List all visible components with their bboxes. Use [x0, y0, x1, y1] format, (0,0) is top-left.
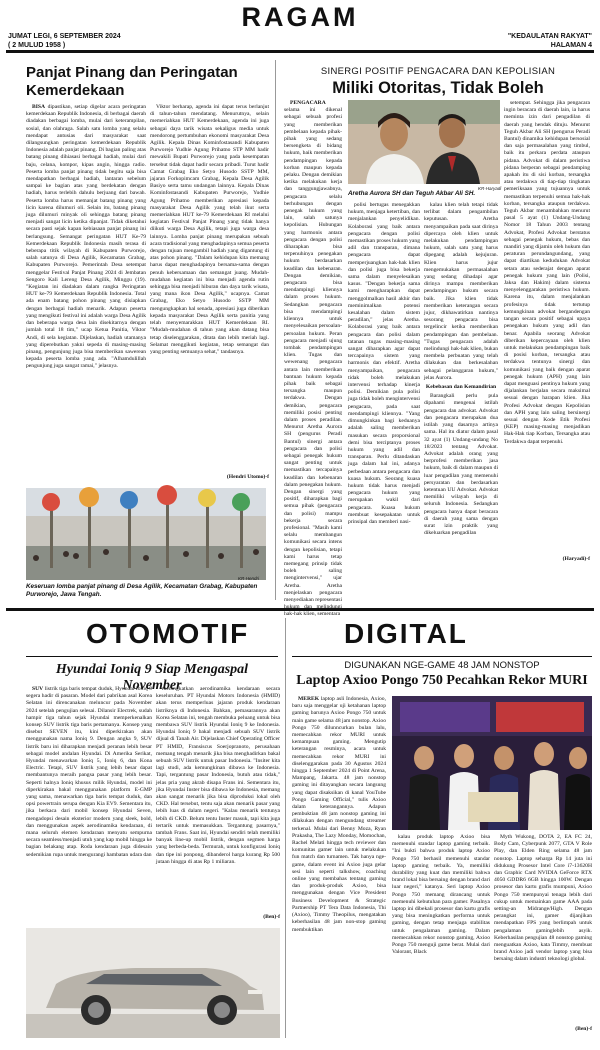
panjat-pinang-photo — [26, 488, 266, 580]
story2-lead: PENGACARA — [290, 100, 326, 106]
story2-column-4 — [504, 100, 590, 554]
masthead — [0, 0, 600, 50]
story2-kicker: SINERGI POSITIF PENGACARA DAN KEPOLISIAN — [320, 66, 556, 77]
story1-headline: Panjat Pinang dan Peringatan Kemerdekaan — [26, 64, 238, 99]
otomotif-text-1: listrik tiga baris tempat duduk, Hyundai Ioniq 9 segera hadir di pasaran. Model dari pabrikan asal Korea Selatan ini direncanakan meluncur pada November 2024 setelah pengujian selesai. Dilansir Electrek, sudah hampir tiga tahun sejak Hyundai memperkenalkan konsep SUV listrik tiga baris pertamanya. Konsep yang disebut SEVEN itu, kini diperkirakan akan menggunakan nama Ioniq 9. Dengan angka 9, SUV listrik baru ini diharapkan menjadi peranan lebih besar sebagai model andalan Hyundai. Di Amerika Serikat, Hyundai menawarkan Ioniq 5, Ioniq 6, dan Kona Electric. Tetapi, SUV listrik yang lebih besar dapat membantunya meraih pangsa pasar yang lebih besar. Seperti halnya Ioniq khusus milik Hyundai, model ini diperkirakan bakal menggunakan platform E-GMP yang sama, menawarkan tiga baris tempat duduk, dan opsi powertrain serupa dengan Kia EV9. Sementara itu, jika berkaca dari mobil konsep Hyundai Seven, mengadopsi desain eksterior modern yang sleek, bold, dan menggunakan aspek aerodinamika kendaraan, di mana seluruh elemen kendaraan menyatu sempurna secara seamless/menjadi utuh yang kap mobil hingga ke bagian belakang atap. Roda kendaraan juga didesain sedemikian rupa untuk mengurangi hambatan udara dan — [26, 686, 152, 858]
otomotif-lead: SUV — [32, 686, 44, 692]
otomotif-rule — [26, 656, 278, 657]
digital-text-3: Myth Wukong, DOTA 2, EA FC 24, Body Cam, Cyberpunk 2077, GTA V Role Play, dan Elden Ring selama 48 jam nonstop. Laptop seharga Rp 14 juta ini didukung Prosesor Intel Core i7-13620H dan Graphic Card NVIDIA GeForce RTX 4050 GDDR6 6GB hingga 100W. Dengan prosesor dan kartu grafis mumpuni, Axioo Pongo 750 mempunyai tenaga lebih dari cukup untuk memainkan game AAA pada setting-an Midrange/High. Dengan perangkat ini, gamer dijanjikan mendapatkan FPS yang berlimpah untuk pengalaman gaminglebih asyik. Keberhasilan pengujian 48 nonstop gaming menguatkan Axioo, kata Timmy, membuat brand Axioo jadi vendor laptop yang bisa bersaing dalam industri teknologi global. — [494, 834, 592, 963]
section-title-digital: DIGITAL — [344, 618, 468, 649]
otomotif-headline: Hyundai Ioniq 9 Siap Mengaspal November — [55, 662, 249, 693]
story2-subhead: Kebebasan dan Kemandirian — [425, 384, 497, 391]
digital-text-1: laptop asli Indonesia, Axioo, baru saja menggelar uji ketahanan laptop gaming barunya Axioo Pongo 750 untuk main game selama 48 jam nonstop. Axioo Pongo 750 dilunncurkan bulan lalu, memecahkan rekor MURI untuk kemampuan gaming. Mengutip keterangan resminya, acara untuk memecahkan rekor MURI ini diselenggarakan pada 30 Agustus 2024 hingga 1 September 2024 di Point Arena, Mampang, Jakarta. 48 jam nonstop gaming ini ditayangkan secara langsung yang dapat disaksikan di kanal YouTube Pongo Gaming Official," tulis Axioo dalam keterangannya. Adapun pembuktian 48 jam nonstop gaming ini dilakukan dengan mengundang streamer terkenal. Mulai dari Benny Moza, Ryan Prakasha, The Lazy Monday, Momochan, Rachel Melati hingga tech reviewer dan komunitas gamer lain untuk melakukan fun match dan turnamen. Tak hanya nge-game, dalam event ini Axioo juga gelar sesi lain seperti talkshow, coaching online yang membahas tentang gaming dan produk-produk Axioo, bisa menggunakan dengan Vice President Business Development & Strategic Partnership PT Tera Data Indonesia, Thi (Axioo), Timmy Theopilus, mengatakan keberhasilan 48 jam non-stop gaming membuktikan — [292, 696, 386, 933]
story2-text-3: kalau klien telah tetapi tidak terlibat dalam pengambilan keputusan. Aretha menyampaikan pada saat dirinya dipercaya oleh klien untuk melakukan pendampingan hukum, salah satu yang harus dipegang adalah kejujuran. Klien harus jujur mengemukakan permasalahan yang sedang dihadapi agar dirinya mampu memberikan pendampingan hukum secara baik. Jika klien tidak memberikan keterangan secara jujur, dikhawatirkan nantinya sesorang pengacara bisa tergelincir ketika memberikan pendampingan dan pembelaan. "Tugas pengacara adalah melindungi hak-hak klien, bukan membela perbuatan yang telah dilakukan dan berkesalahan sebagai pelanggaran hukum," jelas Aurora. — [424, 202, 498, 381]
paper-name: "KEDAULATAN RAKYAT" — [507, 33, 592, 40]
story2-text-4: setempat. Sehingga jika pengacara ingin beracara di daerah lain, ia harus meminta izin dari pengadilan di daerah yang hendak dituju. Menurut Teguh Akbar Ali SH (pengurus Peradi Bantul) dinamika kehidupan bersosial dan saja permasalahan yang timbul, baik itu perkara perdata ataupun pidana. Advokat di dalam peristiwa pidana berperan sebagai pendamping apakah itu di sisi korban, tersangka atau terdakwa di tiap-tiap tingkatan pemeriksaan yang tujuannya untuk memastikan terpenuhi semua hak-hak korban, tersangka ataupun terdakwa. Teguh Akbar menambahkan menurut pasal 5 ayat (1) Undang-Undang Nomor 18 Tahun 2003 tentang Advokat, Profesi Advokat berstatus sebagai penegak hukum, bebas dan mandiri yang dijamin oleh hukum dan peraturan perundangundang, yang dapat diartikan kedudukan Advokat setara atau sederajat dengan aparat penegak hukum yang lain (Polisi, Jaksa dan Hakim) dalam sistema menyelenggarakan peristiwa hukum. Karena itu, dalam menjalankan profesinya tidak tertutup kemungkinan advokat bergandengan tangan secara positif sebagai upaya penegakan hukum yang adil dan benar. Apabila seorang Advokat diberikan kepercayaan oleh klien untuk melakukan pendampingan baik di posisi korban, tersangka atau terdakwa tentunya sinergi dan komunikasi yang baik dengan aparat penegak hukum (APH) yang lain dapat menguasi pentinya hukum yang dijalankan berjalan secara maksimal sesuai dengan harapan klien. Jika Profesi Advokat dengan Kepolisian dan APH yang lain saling bersinergi sesuai dengan Kode Etik Profesi (KEP) masing-masing menjadikan Hak-Hak tiap Korban, Tersangka atau Terdakwa dapat terpenuhi. — [504, 100, 590, 445]
story2-text-3b: Barangkali perlu pula dipahami mengenai istilah pengacara dan advokat. Advokat dan pengacara merupakan dua istilah yang dasarnya artinya sama. Hal itu diatur dalam pasal 32 ayat (1) Undang-undang No 18/2023 tentang Advokat. Advokat adalah orang yang berprofesi memberikan jasa hukum, baik di dalam maupun di luar pengadilan yang memenuhi persyaratan dan berdasarkan ketentuan UU Advokat. Advokat memiliki wilayah kerja di seluruh Indonesia. Sedangkan pengacara hanya dapat beracara di daerah yang sama dengan surat izin praktik yang dikeluarkan pengadilan — [424, 393, 498, 537]
story1-column-2 — [150, 104, 269, 474]
hyundai-ioniq9-photo — [26, 928, 280, 1038]
bottom-column-divider — [285, 618, 286, 1038]
digital-column-3 — [494, 834, 592, 1026]
story1-text-1: dipastikan, setiap digelar acara peringatan kemerdekaan Republik Indonesia, di berbagai daerah diadakan berbagai lomba, mulai dari keterampilan, sosial, dan olahraga. Salah satu lomba yang selalu mendapat antusias dari masyarakat saat dilangsungkan peringatan kemerdekaan Republik Indonesia adalah panjat pinang. Di bagian paling atas batang pinang dihiasasi berbagai hadiah, mulai dari baju, celana, kompor, kipas angin, hingga radio. Peserta lomba panjat pinang tidak begitu saja bisa mendapatkan berbagai hadiah, lantaran sebelum sampai ke bagian atas yang berdekatan dengan hadiah, harus terlebih dahulu berjuang dari bawah. Peserta lomba harus memanjat batang pinang yang licin karena dilumuri oli. Selain itu, batang pinang juga dilumuri minyak oli sehingga batang pinang menjadi sangat licin ketika dipanjat. Tidak diketahui secara pasti sejak kapan kebiasaan panjat pinang ini berlangsung. Semangat peringatan HUT Ke-79 Kemerdekaan Republik Indonesia masih terasa di beberapa titik wilayah di Kabupaten Purworejo, salah satunya di Desa Agilik, Kecamatan Grabag, Kabupaten Purworejo. Pemerintah Desa setempat menggelar Festival Panjat Pinang 2024 di Jembatan Sengoro Kali Lereng Desa Agilik, Minggu (19). "Kegiatan ini diadakan dalam rangka Peringatan HUT ke-79 Kemerdekaan Republik Indonesia. Total ada enam batang pohon pinang yang disiapkan dengan berbagai hadiah menarik. Adapun peserta yang mengikuti festival ini adalah warga Desa Agilik dan beberapa warga desa lain disekitarnya dengan jumlah total 18 tim," ucap Ketua Panitia, Viktor Andi, di sela kegiatan. Dijelaskan, hadiah utamanya yang diperebutkan yakni sepeda di masing-masing pinang, pengunjung juga bisa memberikan sawerean kepada peserta lomba yang ada. "Alhamdulillah pengunjung juga sangat ramai," jelasnya. — [26, 104, 146, 370]
column-divider — [275, 60, 276, 600]
aretha-teguh-photo — [348, 100, 500, 184]
date-text: JUMAT LEGI, 6 SEPTEMBER 2024 — [8, 33, 121, 40]
digital-byline: (Ben)-f — [575, 1026, 592, 1032]
digital-column-1 — [292, 696, 386, 1036]
digital-headline: Laptop Axioo Pongo 750 Pecahkan Rekor MURI — [296, 673, 588, 688]
story1-caption: Keseruan lomba panjat pinang di Desa Agilik, Kecamatan Grabag, Kabupaten Purworejo, Jawa Tengah. — [26, 583, 258, 598]
masthead-rule — [6, 50, 594, 53]
story2-text-1: selama ini dikenal sebagai sebuah profesi yang memberikan pembelaan kepada pihak-pihak yang sedang bersengketa di bidang hukum, baik memberikan pendampingan kepada korban maupun kepada pelaku. Dengan demikian ketika melakukan kerja dan tanggungjawabnya, pengacara selalu berhubungan dengan penegak hukum yang lain, salah satunya kepolisian. Hubungan yang harmonis antara pengacara dengan polisi diharapkan bisa terpenuhinya penegakan hukum berdasarkan keadilan dan kebenaran. Dengan demikian, pengacara bisa mendampingi kliennya dalam proses hukum. Sedangkan pengacara bisa mendampingi kliennya untuk menyelesaikan persoalan-persoalan hukum. Peran pengacara menjadi ujung tombak pendampingan klien. Tugas dan wewenang pengacara antara lain memberikan bantuan hukum kepada pihak baik sebagai tersangka maupun terdakwa. Dengan demikian, pengacara memiliki posisi penting dalam proses peradilan. Menurut Aretha Aurora SH (pengurus Peradi Bantul) sinergi antara pengacara dan polisi sebagai penegak hukum sangat penting untuk memastikan tercapainya keadilan dan kebenaran dalam penegakan hukum. Dengan sinergi yang positif, diharapkan bagi semua pihak (pengacara dan polisi) mampu bekerja secara profesional. "Masih kami selalu membangun komunikasi secara intens dengan kepolisian, tetapi kami harus tetap memegang prinsip tidak boleh saling mengintervensi," ujar Aretha. Aretha menjelaskan pengacara menyediakan representasi hak-hak klien, sementara — [284, 107, 342, 618]
paper-info — [508, 32, 592, 50]
otomotif-byline: (Ben)-f — [263, 914, 280, 920]
otomotif-column-2 — [156, 686, 280, 914]
otomotif-column-1 — [26, 686, 152, 924]
story1-column-1 — [26, 104, 146, 481]
page-number: HALAMAN 4 — [550, 42, 592, 49]
photo-credit-hendri: KR-Hendri — [238, 576, 260, 581]
section-title-otomotif: OTOMOTIF — [86, 618, 250, 649]
axioo-event-photo — [392, 696, 592, 830]
section-divider — [6, 608, 594, 611]
section-title-ragam: RAGAM — [241, 2, 359, 32]
story2-column-1 — [284, 100, 342, 618]
digital-rule — [292, 656, 592, 657]
story2-column-3 — [424, 202, 498, 564]
story1-lead: BISA — [32, 104, 46, 110]
digital-lead: MEREK — [298, 696, 320, 702]
story2-byline: (Haryadi)-f — [562, 556, 590, 562]
issue-date — [8, 32, 121, 50]
story2-text-2: polisi bertugas menegakkan hukum, menjaga ketertiban, dan menjalankan penyelidikan. Kolaborasi yang baik antara pengacara dengan polisi memastikan proses hukum yang adil dan transparan, dimana pengacara dapat memperjuangkan hak-hak klien dan polisi juga bisa bekerja sama dalam menyelesaikan kasus. "Dengan bekerja sama kami mengharapkan dapat menggolmalkan hasil akhir dan meminimalkan potensi kesalahan dalam sistem peradilan," jelas Aretha. Kolaborasi yang baik antara pengacara dan polisi dalam tatanan tugas masing-masing sangat diharapkan agar dapat tercapainya sistem yang harmonis dan efektif. Aretha menyampaikan, pengacara tidak boleh melakukan intervensi terhadap kinerja polisi. Demikian pula polisi juga tidak boleh mengintervensi pengacara, pada saat mendampingi kliennya. "Yang dimungkinkan bagi keduanya adalah saling memberikan masukan secara proporsional demi bisa terciptanya proses hukum yang adil dan transparan. Perlu ditandaskan juga dalam hal ini, adanya perbedaan antara pengacara dan kuasa hukum. Seorang kuasa hukum tidak harus menjadi pengacara hukum yang merupakan wakil dari pengacara. Kuasa hukum membuat kesepakatan untuk prinsipal dan memberi nasi- — [348, 202, 420, 525]
story2-headline: Miliki Otoritas, Tidak Boleh — [332, 79, 544, 97]
digital-text-2: kalau produk laptop Axioo bisa memenuhi standar laptop gaming terbaik. "Ini bukti bahwa produk laptop Axioo Pongo 750 berhasil memenuhi standar laptop gaming terbaik. Ya, memiliki durability yang kuat dan memiliki bahwa brand lokal bisa bersaing dengan brand dari luar negeri," katanya. Seri laptop Axioo Pongo 750 memang dirancang untuk memenuhi kebutuhan para gamer. Pasalnya laptop ini dibekali prosesor dan kartu grafis yang bisa meningkatkan performa untuk gaming, dengan tetap menjaga stabilitas untuk pengalaman gaming. Dalam memecahkan rekor nonstop gaming, Axioo Pongo 750 menguji game berat. Mulai dari Valorant, Black — [392, 834, 490, 956]
story1-text-2: Viktor berharap, agenda ini dapat terus berlanjut di tahun-tahun mendatang. Menurutnya, selain memeriahkan HUT Kemerdekaan, agenda ini juga sebagai daya tarik wisata sekaligus media untuk mendorong pertumbuhan ekonomi masyarakat Desa Agilik. Kepala Dinas Kominfostasandi Kabupaten Purworejo Yudhie Agung Prihatno STP MM hadir mewakili Bupati Purworejo yang pada kesempatan tersebut tidak dapat hadir secara pribadi. Turut hadir Camat Grabag Eko Setyo Husodo SSTP MM, jajaran Forkopimcam Grabag, Kepala Desa Agilik Basiyo serta tamu undangan lainnya. Kepala Dinas Kominfostasandi Kabupaten Purworejo, Yudhie Agung Prihatno memberikan apresiasi kepada masyarakat Desa Agilik yang telah ikut serta memeriahkan HUT ke-79 Kemerdekaan RI melalui kegiatan Festival Panjat Pinang yang tidak hanya diikuti warga Desa Agilik, tetapi juga warga desa lainnya. Lomba panjat pinang merupakan sebuah acara tradisional yang menghadapinya semua peserta dengan tujuan mengambil hadiah yang digantung di atas pohon pinang. "Dalam kehidupan kita memang harus dapat menghadapinya bersama-sama dengan penuh kebersamaan dan semangat juang. Mudah-mudahan kegiatan ini bisa menjadi agenda rutin sehingga bisa menjadi hiburan dan daya tarik wisata, yang mana ikon Desa Agilik," ucapnya. Camat Grabag, Eko Setyo Husodo SSTP MM mengungkapkan hal senada, apresiasi juga diberikan kepada masyarakat Desa Agilik serta panitia yang telah menyemarakkan HUT Kemerdekaan RI. "Mudah-mudahan di tahun yang akan datang bisa tetap diselenggarakan, ditata dan lebih meriah lagi. Selamat menggikuti kegiatan, tetap semangat dan yang penting semuanya sehat," tandasnya. — [150, 104, 269, 355]
digital-kicker: DIGUNAKAN NGE-GAME 48 JAM NONSTOP — [344, 660, 540, 671]
otomotif-text-2: meningkatkan aerodinamika kendaraan secara keseluruhan. PT Hyundai Motors Indonesia (HMID) akan terus memperluas jajaran produk kendaraan listriknya di Indonesia. Bahkan, pemasarannya akan Korea Selatan ini, tengah membuka peluang untuk bisa membawa SUV listrik Hyundai Ioniq 9 ke Indonesia. Hyundai Ioniq 9 bakal menjadi sebuah SUV listrik dijual di Tanah Air. Dijelaskan Chief Operating Officer PT HMID, Fransiscus Soerjopranoto, perusahaan memang tengah menarik jika bisa menghadirkan bakal sebuah SUV listrik untuk pasar Indonesia. "Insiter kita lagi studi, ada kemungkinan dibawa ke Indonesia. Tapi, tergantung pasar Indonesia, butuh atau tidak," jelas pria yang akrab disapa Frans ini. Sementara itu, jika Hyundai Inster bisa dibawa ke Indonesia, memang akan sangat menarik jika bisa diproduksi lokal oleh CKD. Hal tersebut, tentu saja akan menarik pasar yang lebih luas di dalam negeri. "Kalau menarik tentunya lebih di CKD. Belum tentu Inster masuk, tapi kita juga tertarik untuk memasukkan. Tergantung pasarnya," tambah Frans. Saat ini, Hyundai sendiri telah memiliki banyak line-up mobil listrik, dengan segmen harga yang berbeda-beda. Termurah, untuk konfigurasi Ioniq dan tipe ini ponpong, dibanderol harga kurang Rp 500 jutaan hingga di atas Rp 1 miliaran. — [156, 686, 280, 865]
hijri-date-text: ( 2 MULUD 1958 ) — [8, 42, 66, 49]
story1-byline: (Hendri Utomo)-f — [226, 474, 269, 480]
digital-column-2 — [392, 834, 490, 1036]
photo-credit-haryadi: KR-Haryadi — [478, 186, 502, 191]
story2-column-2 — [348, 202, 420, 564]
story2-photo-caption: Aretha Aurora SH dan Teguh Akbar Ali SH. — [348, 190, 476, 197]
